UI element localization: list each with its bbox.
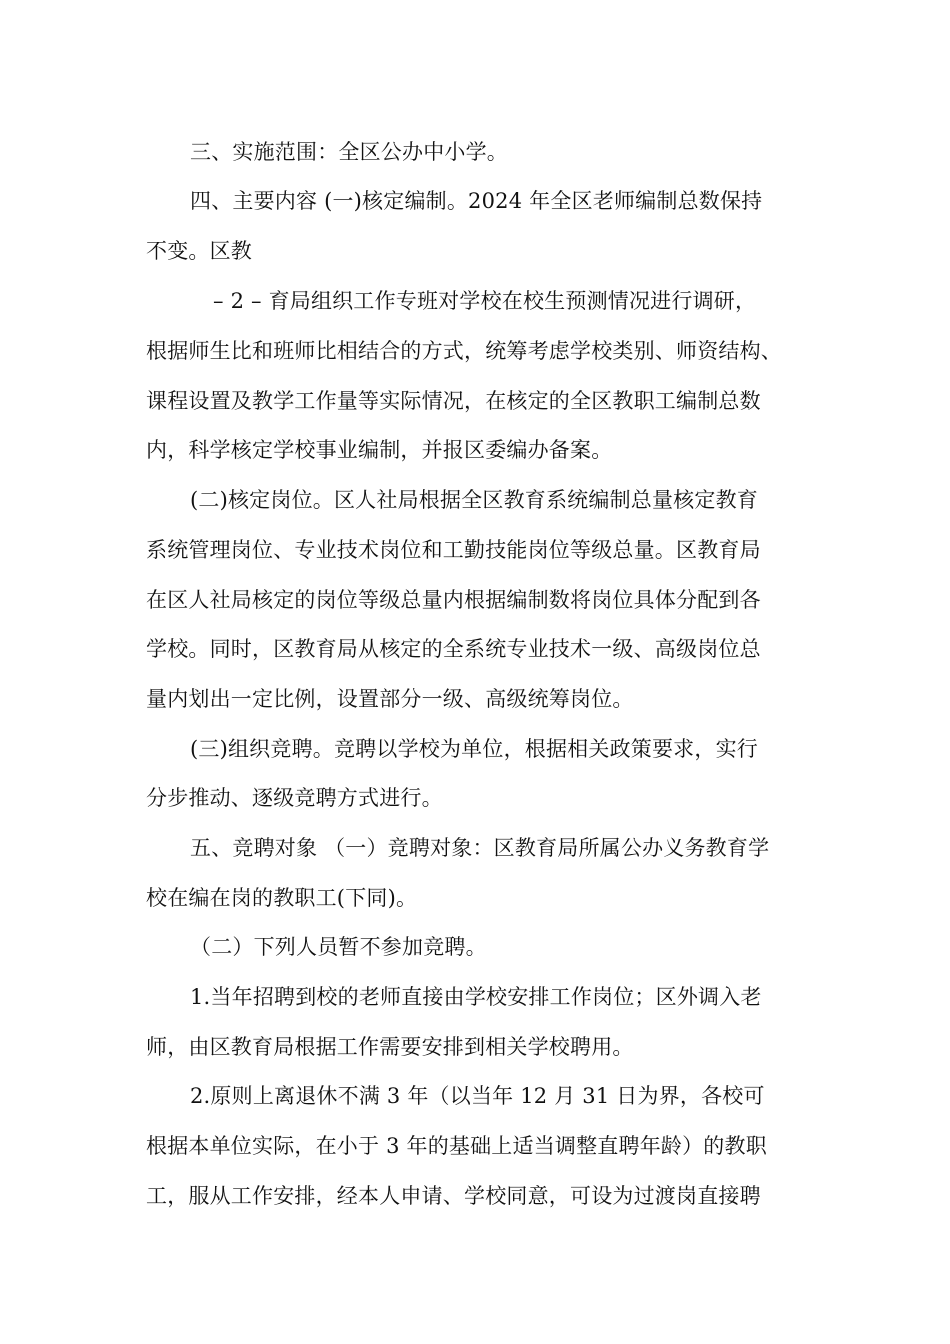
text-line: 学校。同时，区教育局从核定的全系统专业技术一级、高级岗位总	[146, 637, 761, 661]
text-line: 师，由区教育局根据工作需要安排到相关学校聘用。	[146, 1035, 634, 1059]
text-line: 内，科学核定学校事业编制，并报区委编办备案。	[146, 438, 613, 462]
text-line: 在区人社局核定的岗位等级总量内根据编制数将岗位具体分配到各	[146, 588, 761, 612]
text-line: 1.当年招聘到校的老师直接由学校安排工作岗位；区外调入老	[190, 985, 762, 1009]
text-line: 不变。区教	[146, 239, 252, 263]
text-line: 校在编在岗的教职工(下同)。	[146, 886, 418, 910]
text-line: 工，服从工作安排，经本人申请、学校同意，可设为过渡岗直接聘	[146, 1184, 761, 1208]
text-line: 根据本单位实际，在小于 3 年的基础上适当调整直聘年龄）的教职	[146, 1134, 767, 1158]
text-line: 2.原则上离退休不满 3 年（以当年 12 月 31 日为界，各校可	[190, 1084, 765, 1108]
text-line: 根据师生比和班师比相结合的方式，统筹考虑学校类别、师资结构、	[146, 339, 782, 363]
text-line: 五、竞聘对象 （一）竞聘对象：区教育局所属公办义务教育学	[190, 836, 770, 860]
text-line: 量内划出一定比例，设置部分一级、高级统筹岗位。	[146, 687, 634, 711]
text-line: 系统管理岗位、专业技术岗位和工勤技能岗位等级总量。区教育局	[146, 538, 761, 562]
text-line: (二)核定岗位。区人社局根据全区教育系统编制总量核定教育	[190, 488, 758, 512]
text-line: – 2 – 育局组织工作专班对学校在校生预测情况进行调研，	[213, 289, 757, 313]
text-line: 课程设置及教学工作量等实际情况，在核定的全区教职工编制总数	[146, 389, 761, 413]
text-line: （二）下列人员暂不参加竞聘。	[190, 935, 487, 959]
text-line: (三)组织竞聘。竞聘以学校为单位，根据相关政策要求，实行	[190, 737, 758, 761]
text-line: 三、实施范围：全区公办中小学。	[190, 140, 508, 164]
text-line: 分步推动、逐级竞聘方式进行。	[146, 786, 443, 810]
text-line: 四、主要内容 (一)核定编制。2024 年全区老师编制总数保持	[190, 189, 763, 213]
